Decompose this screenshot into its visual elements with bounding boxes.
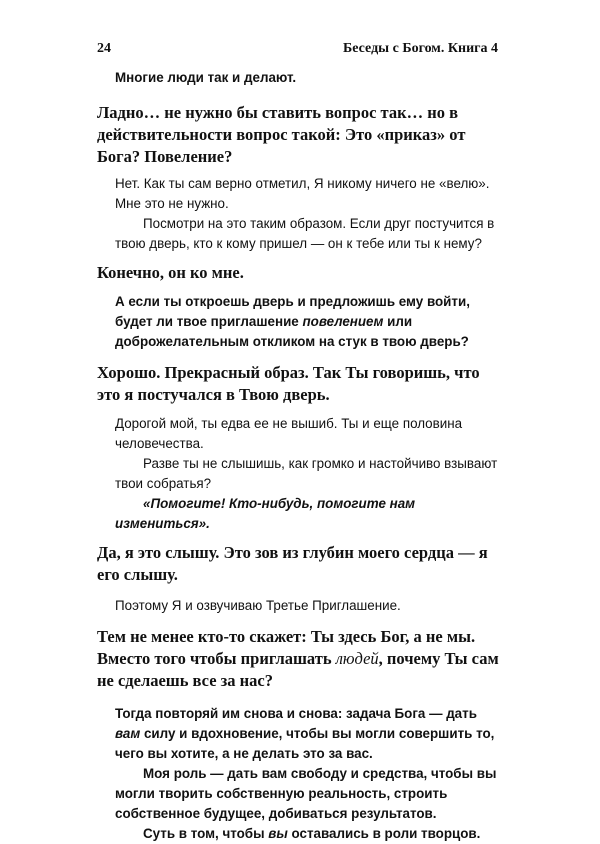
- text-run: силу и вдохновение, чтобы вы могли совершить то, чего вы хотите, а не делать это за вас.: [115, 726, 495, 761]
- text-run: А если ты откроешь дверь и предложишь ему войти, будет ли твое приглашение: [115, 294, 470, 329]
- author-question: Хорошо. Прекрасный образ. Так Ты говоришь, что это я постучался в Твою дверь.: [97, 363, 480, 404]
- god-reply: Дорогой мой, ты едва ее не вышиб. Ты и еще половина человечества.: [115, 416, 463, 451]
- text-run: Тогда повторяй им снова и снова: задача Бога — дать: [115, 706, 477, 721]
- author-question: [97, 626, 501, 692]
- running-title: Беседы с Богом. Книга 4: [343, 41, 498, 56]
- text-run: Суть в том, чтобы: [143, 826, 269, 841]
- god-reply-paragraph: [115, 824, 501, 844]
- running-header: [97, 41, 498, 61]
- god-reply-paragraph: Моя роль — дать вам свободу и средства, чтобы вы могли творить собственную реальность, строить собственное будущее, добиваться результатов.: [115, 766, 497, 821]
- text-run: или доброжелательным откликом на стук в твою дверь?: [115, 314, 469, 349]
- emphasis: людей: [335, 649, 379, 668]
- god-reply: Поэтому Я и озвучиваю Третье Приглашение.: [115, 598, 401, 613]
- page-body: [97, 66, 501, 844]
- quoted-plea: «Помогите! Кто-нибудь, помогите нам измениться».: [115, 496, 416, 531]
- god-reply-paragraph: Посмотри на это таким образом. Если друг постучится в твою дверь, кто к кому пришел — он к тебе или ты к нему?: [115, 216, 495, 251]
- author-question: Да, я это слышу. Это зов из глубин моего сердца — я его слышу.: [97, 543, 488, 584]
- text-run: оставались в роли творцов.: [287, 826, 481, 841]
- emphasis: вам: [115, 726, 141, 741]
- text-run: , почему Ты сам не сделаешь все за нас?: [97, 649, 499, 690]
- god-reply-paragraph: Разве ты не слышишь, как громко и настойчиво взывают твои собратья?: [115, 456, 498, 491]
- god-reply: Многие люди так и делают.: [115, 70, 297, 85]
- god-reply: [115, 292, 501, 352]
- page-number: 24: [97, 41, 111, 56]
- emphasis: вы: [268, 826, 288, 841]
- author-question: Конечно, он ко мне.: [97, 263, 244, 282]
- god-reply: [115, 704, 501, 764]
- emphasis: повелением: [302, 314, 384, 329]
- text-run: Тем не менее кто-то скажет: Ты здесь Бог, а не мы. Вместо того чтобы приглашать: [97, 627, 476, 668]
- author-question: Ладно… не нужно бы ставить вопрос так… но в действительности вопрос такой: Это «приказ» от Бога? Повеление?: [97, 103, 466, 166]
- god-reply: Нет. Как ты сам верно отметил, Я никому ничего не «велю». Мне это не нужно.: [115, 176, 490, 211]
